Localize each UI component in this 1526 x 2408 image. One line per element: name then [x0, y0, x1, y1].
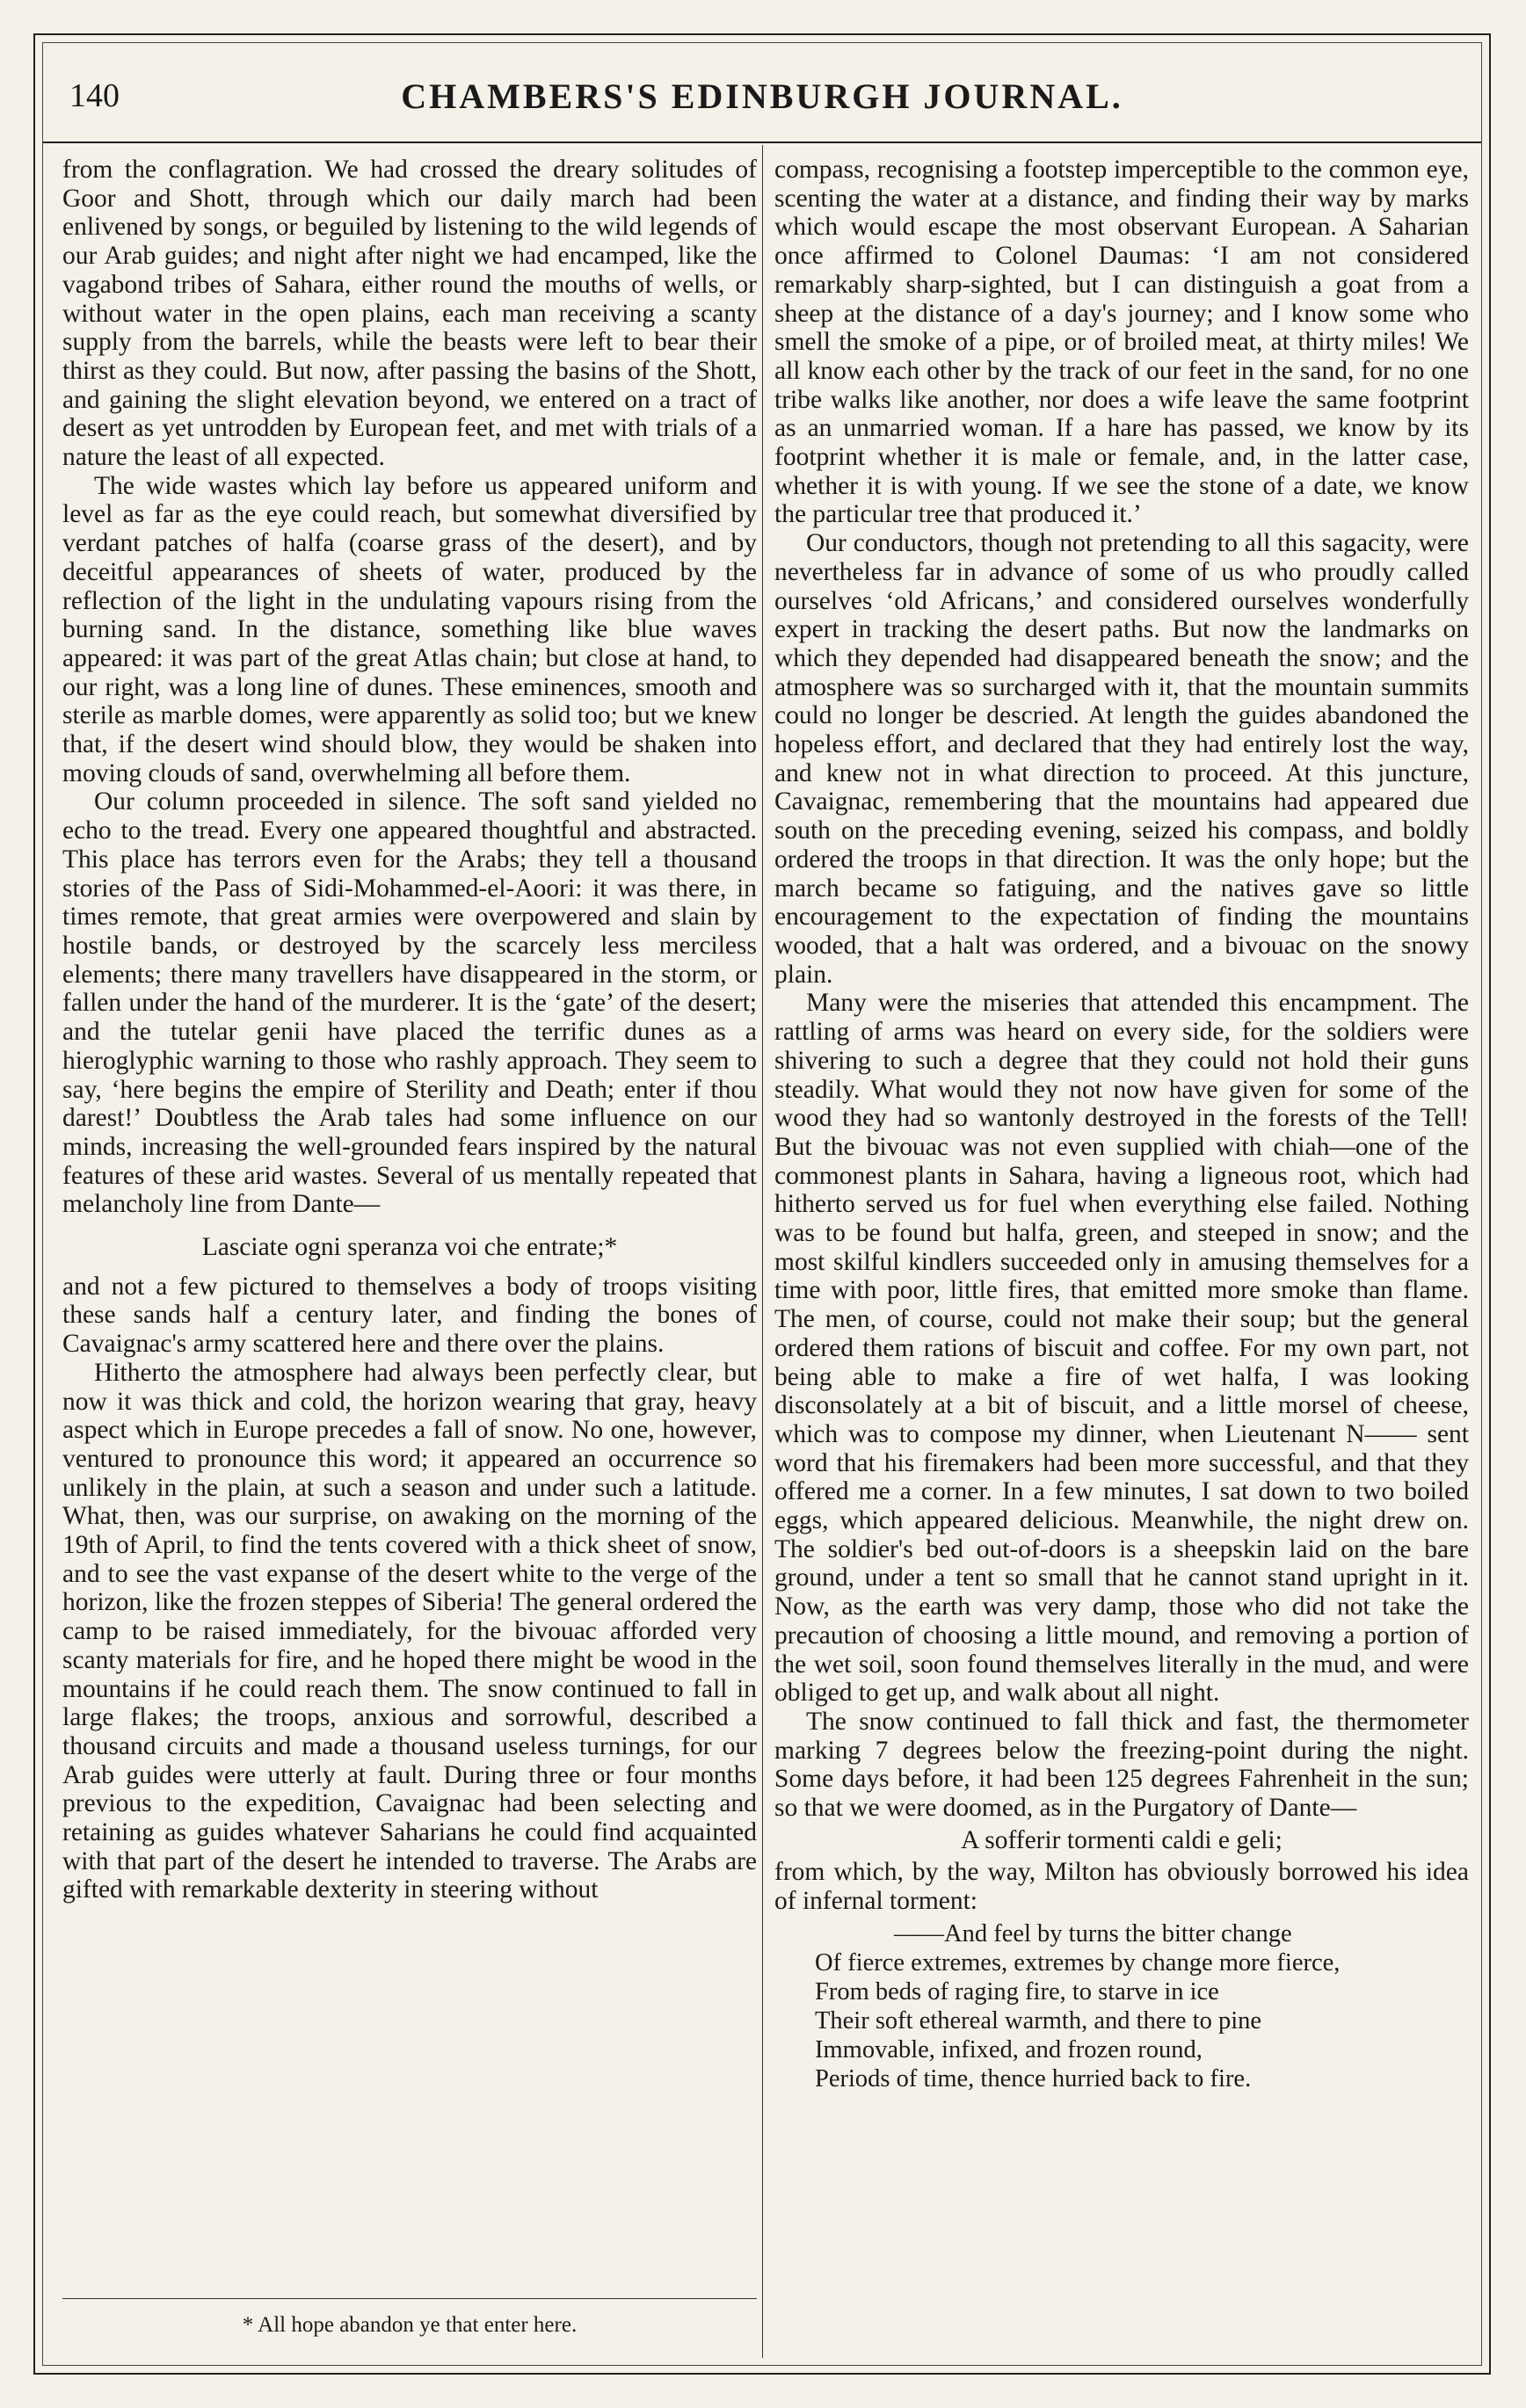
paragraph: from the conflagration. We had crossed the dreary solitudes of Goor and Shott, through which our daily march had been enlivened by songs, or beguiled by listening to the wild legends of our Arab guides; and night after night we had encamped, like the vagabond tribes of Sahara, either round the mouths of wells, or without water in the open plains, each man receiving a scanty supply from the barrels, while the beasts were left to bear their thirst as they could. But now, after passing the basins of the Shott, and gaining the slight elevation beyond, we entered on a tract of desert as yet untrodden by European feet, and met with trials of a nature the least of all expected. — [62, 156, 757, 472]
paragraph: compass, recognising a footstep imperceptible to the common eye, scenting the water at a distance, and finding their way by marks which would escape the most observant European. A Saharian once affirmed to Colonel Daumas: ‘I am not considered remarkably sharp-sighted, but I can distinguish a goat from a sheep at the distance of a day's journey; and I know some who smell the smoke of a pipe, or of broiled meat, at thirty miles! We all know each other by the track of our feet in the sand, for no one tribe walks like another, nor does a wife leave the same footprint as an unmarried woman. If a hare has passed, we know by its footprint whether it is male or female, and, in the latter case, whether it is with young. If we see the stone of a date, we know the particular tree that produced it.’ — [774, 156, 1469, 529]
journal-title: CHAMBERS'S EDINBURGH JOURNAL. — [401, 76, 1123, 116]
paragraph: Hitherto the atmosphere had always been perfectly clear, but now it was thick and cold, the horizon wearing that gray, heavy aspect which in Europe precedes a fall of snow. No one, however, ventured to pronounce this word; it appeared an occurrence so unlikely in the plain, at such a season and under such a latitude. What, then, was our surprise, on awaking on the morning of the 19th of April, to find the tents covered with a thick sheet of snow, and to see the vast expanse of the desert white to the verge of the horizon, like the frozen steppes of Siberia! The general ordered the camp to be raised immediately, for the bivouac afforded very scanty materials for fire, and he hoped there might be wood in the mountains if he could reach them. The snow continued to fall in large flakes; the troops, anxious and sorrowful, described a thousand circuits and made a thousand useless turnings, for our Arab guides were utterly at fault. During three or four months previous to the expedition, Cavaignac had been selecting and retaining as guides whatever Saharians he could find acquainted with that part of the desert he intended to traverse. The Arabs are gifted with remarkable dexterity in steering without — [62, 1358, 757, 1904]
paragraph: and not a few pictured to themselves a body of troops visiting these sands half a century later, and finding the bones of Cavaignac's army scattered here and there over the plains. — [62, 1272, 757, 1359]
footnote: * All hope abandon ye that enter here. — [62, 2298, 757, 2347]
poem-line: Immovable, infixed, and frozen round, — [815, 2035, 1203, 2063]
page-number: 140 — [69, 77, 120, 114]
column-divider — [762, 145, 763, 2358]
paragraph: Our conductors, though not pretending to all this sagacity, were nevertheless far in advance of some of us who proudly called ourselves ‘old Africans,’ and considered ourselves wonderfully expert in tracking the desert paths. But now the landmarks on which they depended had disappeared beneath the snow; and the atmosphere was so surcharged with it, that the mountain summits could no longer be descried. At length the guides abandoned the hopeless effort, and declared that they had entirely lost the way, and knew not in what direction to proceed. At this juncture, Cavaignac, remembering that the mountains had appeared due south on the preceding evening, seized his compass, and boldly ordered the troops in that direction. It was the only hope; but the march became so fatiguing, and the natives gave so little encouragement to the expectation of finding the mountains wooded, that a halt was ordered, and a bivouac on the snowy plain. — [774, 529, 1469, 989]
poem-line: Of fierce extremes, extremes by change more fierce, — [815, 1948, 1341, 1976]
poem-line: ——And feel by turns the bitter change — [894, 1919, 1292, 1947]
paragraph: from which, by the way, Milton has obviously borrowed his idea of infernal torment: — [774, 1858, 1469, 1916]
paragraph: The wide wastes which lay before us appeared uniform and level as far as the eye could reach, but somewhat diversified by verdant patches of halfa (coarse grass of the desert), and by deceitful appearances of sheets of water, produced by the reflection of the light in the undulating vapours rising from the burning sand. In the distance, something like blue waves appeared: it was part of the great Atlas chain; but close at hand, to our right, was a long line of dunes. These eminences, smooth and sterile as marble domes, were apparently as solid too; but we knew that, if the desert wind should blow, they would be shaken into moving clouds of sand, overwhelming all before them. — [62, 471, 757, 787]
poem-line: From beds of raging fire, to starve in ice — [815, 1977, 1219, 2005]
poem-line: Periods of time, thence hurried back to fire. — [815, 2064, 1252, 2092]
left-column — [62, 156, 757, 2347]
header-rule — [43, 141, 1481, 143]
page-header — [61, 61, 1464, 131]
poem-line: Their soft ethereal warmth, and there to pine — [815, 2006, 1262, 2034]
paragraph: Many were the miseries that attended this encampment. The rattling of arms was heard on every side, for the soldiers were shivering to such a degree that they could not hold their guns steadily. What would they not now have given for some of the wood they had so wantonly destroyed in the forests of the Tell! But the bivouac was not even supplied with chiah—one of the commonest plants in Sahara, having a ligneous root, which had hitherto served us for fuel when everything else failed. Nothing was to be found but halfa, green, and steeped in snow; and the most skilful kindlers succeeded only in amusing themselves for a time with poor, little fires, that emitted more smoke than flame. The men, of course, could not make their soup; but the general ordered them rations of biscuit and coffee. For my own part, not being able to make a fire of wet halfa, I was looking disconsolately at a bit of biscuit, and a little morsel of cheese, which was to compose my dinner, when Lieutenant N—— sent word that his firemakers had been more successful, and that they offered me a corner. In a few minutes, I sat down to two boiled eggs, which appeared delicious. Meanwhile, the night drew on. The soldier's bed out-of-doors is a sheepskin laid on the bare ground, under a tent so small that he cannot stand upright in it. Now, as the earth was very damp, those who did not take the precaution of choosing a little mound, and removing a portion of the wet soil, soon found themselves literally in the mud, and were obliged to get up, and walk about all night. — [774, 989, 1469, 1708]
dante-quote: Lasciate ogni speranza voi che entrate;* — [201, 1233, 618, 1262]
milton-poem — [815, 1919, 1469, 2093]
page-frame — [33, 33, 1491, 2375]
page-inner-border — [42, 42, 1482, 2366]
paragraph: The snow continued to fall thick and fast, the thermometer marking 7 degrees below the freezing-point during the night. Some days before, it had been 125 degrees Fahrenheit in the sun; so that we were doomed, as in the Purgatory of Dante— — [774, 1707, 1469, 1823]
right-column — [774, 156, 1469, 2347]
purgatory-quote: A sofferir tormenti caldi e geli; — [961, 1825, 1283, 1854]
paragraph: Our column proceeded in silence. The soft sand yielded no echo to the tread. Every one appeared thoughtful and abstracted. This place has terrors even for the Arabs; they tell a thousand stories of the Pass of Sidi-Mohammed-el-Aoori: it was there, in times remote, that great armies were overpowered and slain by hostile bands, or destroyed by the scarcely less merciless elements; there many travellers have disappeared in the storm, or fallen under the hand of the murderer. It is the ‘gate’ of the desert; and the tutelar genii have placed the terrific dunes as a hieroglyphic warning to those who rashly approach. They seem to say, ‘here begins the empire of Sterility and Death; enter if thou darest!’ Doubtless the Arab tales had some influence on our minds, increasing the well-grounded fears inspired by the natural features of these arid wastes. Several of us mentally repeated that melancholy line from Dante— — [62, 787, 757, 1219]
